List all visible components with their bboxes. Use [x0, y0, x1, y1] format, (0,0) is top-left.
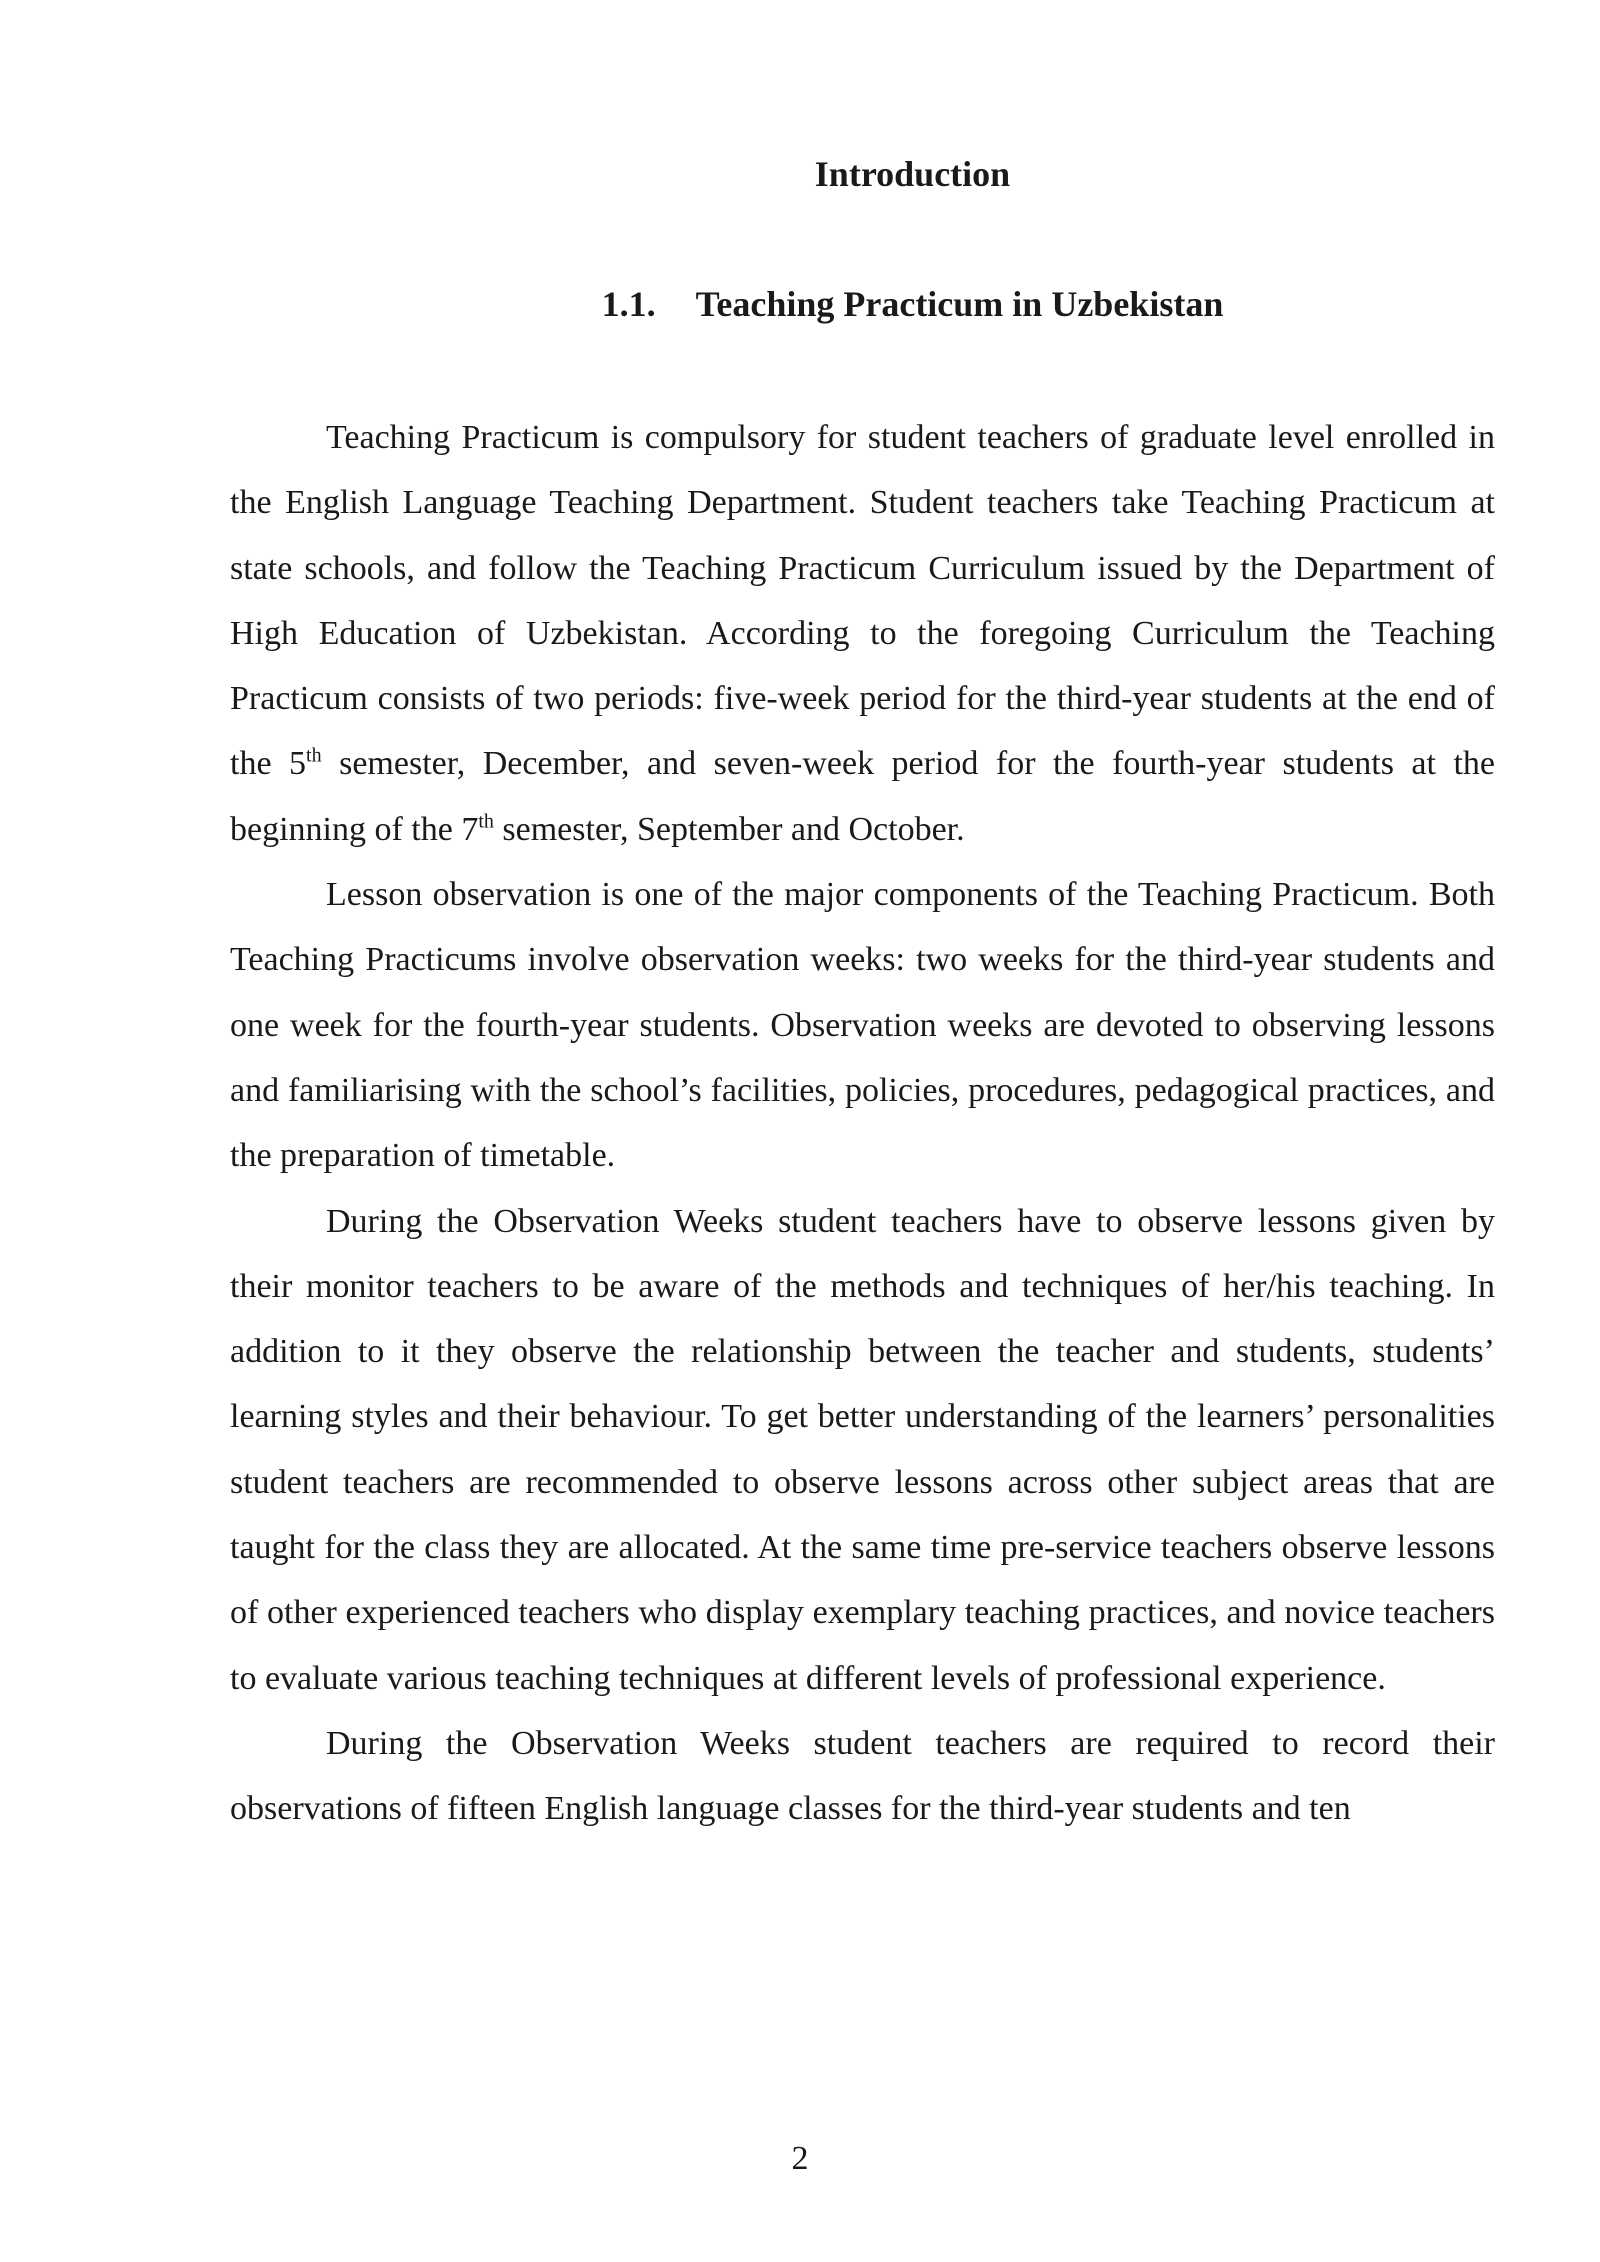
section-heading: [230, 280, 1595, 328]
section-number: 1.1.: [601, 284, 656, 324]
ordinal-suffix: th: [478, 810, 494, 833]
ordinal-suffix: th: [306, 745, 322, 768]
section-title: Teaching Practicum in Uzbekistan: [695, 284, 1224, 324]
paragraph-1: [230, 405, 1495, 862]
paragraph-1-part-a: Teaching Practicum is compulsory for student teachers of graduate level enrolled in the English Language Teaching Department. Student teachers take Teaching Practicum at state schools, and follow the Teaching Practicum Curriculum issued by the Department of High Education of Uzbekistan. According to the foregoing Curriculum the Teaching Practicum consists of two periods: five-week period for the third-year students at the end of the 5: [230, 419, 1495, 783]
page-title: Introduction: [814, 154, 1011, 194]
paragraph-1-part-c: semester, September and October.: [493, 810, 965, 848]
paragraph-3: During the Observation Weeks student teachers have to observe lessons given by their monitor teachers to be aware of the methods and techniques of her/his teaching. In addition to it they observe the relationship between the teacher and students, students’ learning styles and their behaviour. To get better understanding of the learners’ personalities student teachers are recommended to observe lessons across other subject areas that are taught for the class they are allocated. At the same time pre-service teachers observe lessons of other experienced teachers who display exemplary teaching practices, and novice teachers to evaluate various teaching techniques at different levels of professional experience.: [230, 1202, 1495, 1697]
paragraph-2: Lesson observation is one of the major components of the Teaching Practicum. Both Teaching Practicums involve observation weeks: two weeks for the third-year students and one week for the fourth-year students. Observation weeks are devoted to observing lessons and familiarising with the school’s facilities, policies, procedures, pedagogical practices, and the preparation of timetable.: [230, 876, 1495, 1175]
body-text: [230, 405, 1495, 1842]
paragraph-4: During the Observation Weeks student teachers are required to record their observations of fifteen English language classes for the third-year students and ten: [230, 1724, 1495, 1828]
page-number: 2: [791, 2140, 809, 2177]
paragraph-1-part-b: semester, December, and seven-week period for the fourth-year students at the beginning of the 7: [230, 745, 1496, 848]
